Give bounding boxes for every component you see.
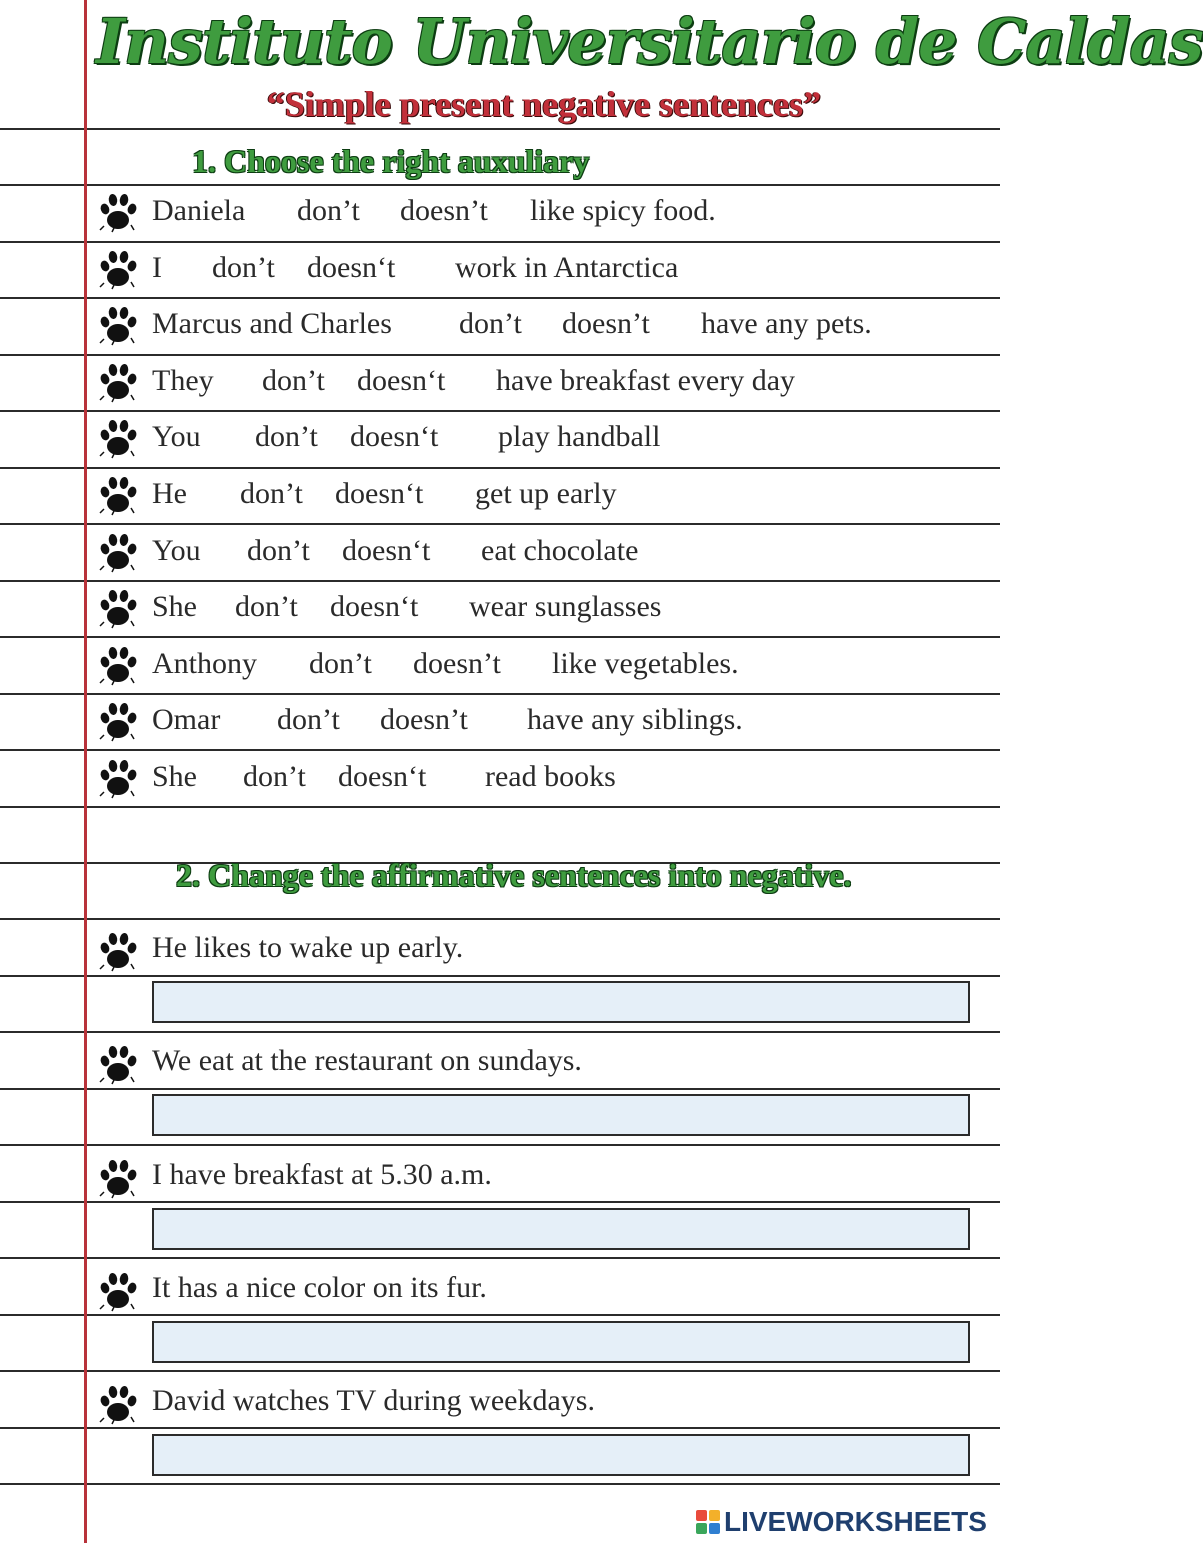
paw-print-icon (98, 530, 138, 574)
option-doesnt[interactable]: doesn’t (562, 307, 650, 341)
ruled-line (0, 693, 1000, 695)
paw-print-icon (98, 473, 138, 517)
answer-input[interactable] (152, 1094, 970, 1136)
affirmative-sentence: I have breakfast at 5.30 a.m. (152, 1157, 492, 1191)
answer-input[interactable] (152, 1208, 970, 1250)
paw-print-icon (98, 643, 138, 687)
ruled-line (0, 184, 1000, 186)
sentence-rest: like vegetables. (552, 646, 739, 680)
sentence-rest: get up early (475, 477, 617, 510)
ruled-line (0, 128, 1000, 130)
ruled-line (0, 241, 1000, 243)
sentence-subject: Anthony (152, 646, 257, 680)
option-dont[interactable]: don’t (255, 420, 318, 454)
sentence-rest: play handball (498, 420, 661, 454)
choice-row (152, 417, 982, 457)
section1-heading: 1. Choose the right auxuliary (192, 143, 590, 179)
sentence-rest: have any siblings. (527, 703, 743, 737)
choice-row (152, 191, 982, 231)
option-dont[interactable]: don’t (297, 194, 360, 227)
ruled-line (0, 1483, 1000, 1485)
choice-row (152, 304, 982, 344)
ruled-line (0, 806, 1000, 808)
paw-print-icon (98, 1269, 138, 1313)
ruled-line (0, 975, 1000, 977)
sentence-subject: He (152, 477, 187, 510)
ruled-line (0, 1427, 1000, 1429)
ruled-line (0, 354, 1000, 356)
section2-heading: 2. Change the affirmative sentences into negative. (176, 857, 852, 893)
paw-print-icon (98, 1382, 138, 1426)
option-doesnt[interactable]: doesn‘t (342, 533, 431, 567)
choice-row (152, 361, 982, 401)
sentence-rest: wear sunglasses (469, 590, 662, 624)
sentence-subject: Daniela (152, 194, 246, 227)
paw-print-icon (98, 929, 138, 973)
ruled-line (0, 1088, 1000, 1090)
option-dont[interactable]: don’t (212, 250, 275, 284)
paw-print-icon (98, 699, 138, 743)
margin-line (84, 0, 87, 1543)
sentence-rest: eat chocolate (481, 533, 639, 567)
ruled-line (0, 580, 1000, 582)
option-dont[interactable]: don’t (247, 533, 310, 567)
sentence-subject: I (152, 250, 162, 284)
option-dont[interactable]: don’t (262, 363, 325, 397)
sentence-subject: They (152, 363, 214, 397)
liveworksheets-logo (696, 1505, 987, 1539)
option-dont[interactable]: don’t (459, 307, 522, 341)
option-doesnt[interactable]: doesn‘t (307, 250, 396, 284)
sentence-rest: have any pets. (701, 307, 872, 341)
affirmative-sentence: It has a nice color on its fur. (152, 1270, 487, 1304)
choice-row (152, 474, 982, 514)
option-doesnt[interactable]: doesn’t (413, 646, 501, 680)
option-dont[interactable]: don’t (243, 760, 306, 793)
option-doesnt[interactable]: doesn‘t (350, 420, 439, 454)
ruled-line (0, 1257, 1000, 1259)
choice-row (152, 757, 982, 797)
option-doesnt[interactable]: doesn’t (400, 194, 488, 227)
choice-row (152, 248, 982, 288)
ruled-line (0, 1144, 1000, 1146)
sentence-subject: You (152, 420, 201, 454)
page-subtitle: “Simple present negative sentences” (266, 84, 822, 124)
sentence-rest: work in Antarctica (455, 250, 679, 284)
ruled-line (0, 523, 1000, 525)
sentence-subject: Marcus and Charles (152, 307, 392, 341)
paw-print-icon (98, 416, 138, 460)
ruled-line (0, 918, 1000, 920)
affirmative-sentence: David watches TV during weekdays. (152, 1384, 595, 1418)
paw-print-icon (98, 1042, 138, 1086)
ruled-line (0, 297, 1000, 299)
answer-input[interactable] (152, 1434, 970, 1476)
affirmative-sentence: He likes to wake up early. (152, 931, 464, 964)
option-dont[interactable]: don’t (235, 590, 298, 624)
option-doesnt[interactable]: doesn‘t (330, 590, 419, 624)
sentence-rest: like spicy food. (530, 194, 716, 227)
option-doesnt[interactable]: doesn‘t (338, 760, 427, 793)
answer-input[interactable] (152, 1321, 970, 1363)
sentence-subject: She (152, 760, 197, 793)
logo-text: LIVEWORKSHEETS (724, 1506, 987, 1537)
choice-row (152, 700, 982, 740)
choice-row (152, 531, 982, 571)
sentence-subject: Omar (152, 703, 221, 737)
option-doesnt[interactable]: doesn‘t (357, 363, 446, 397)
paw-print-icon (98, 360, 138, 404)
option-dont[interactable]: don’t (277, 703, 340, 737)
logo-mark-icon (696, 1510, 720, 1534)
ruled-line (0, 1031, 1000, 1033)
option-doesnt[interactable]: doesn’t (380, 703, 468, 737)
ruled-line (0, 636, 1000, 638)
ruled-line (0, 749, 1000, 751)
choice-row (152, 587, 982, 627)
option-dont[interactable]: don’t (240, 477, 303, 510)
option-dont[interactable]: don’t (309, 646, 372, 680)
ruled-line (0, 1314, 1000, 1316)
paw-print-icon (98, 586, 138, 630)
sentence-rest: have breakfast every day (496, 363, 796, 397)
ruled-line (0, 1201, 1000, 1203)
ruled-line (0, 410, 1000, 412)
answer-input[interactable] (152, 981, 970, 1023)
choice-row (152, 644, 982, 684)
ruled-line (0, 1370, 1000, 1372)
sentence-subject: She (152, 590, 197, 624)
sentence-rest: read books (485, 760, 616, 793)
ruled-line (0, 467, 1000, 469)
paw-print-icon (98, 303, 138, 347)
paw-print-icon (98, 190, 138, 234)
paw-print-icon (98, 1156, 138, 1200)
paw-print-icon (98, 756, 138, 800)
page-title: Instituto Universitario de Caldas (96, 5, 1203, 78)
sentence-subject: You (152, 533, 201, 567)
affirmative-sentence: We eat at the restaurant on sundays. (152, 1044, 582, 1078)
paw-print-icon (98, 247, 138, 291)
option-doesnt[interactable]: doesn‘t (335, 477, 424, 510)
